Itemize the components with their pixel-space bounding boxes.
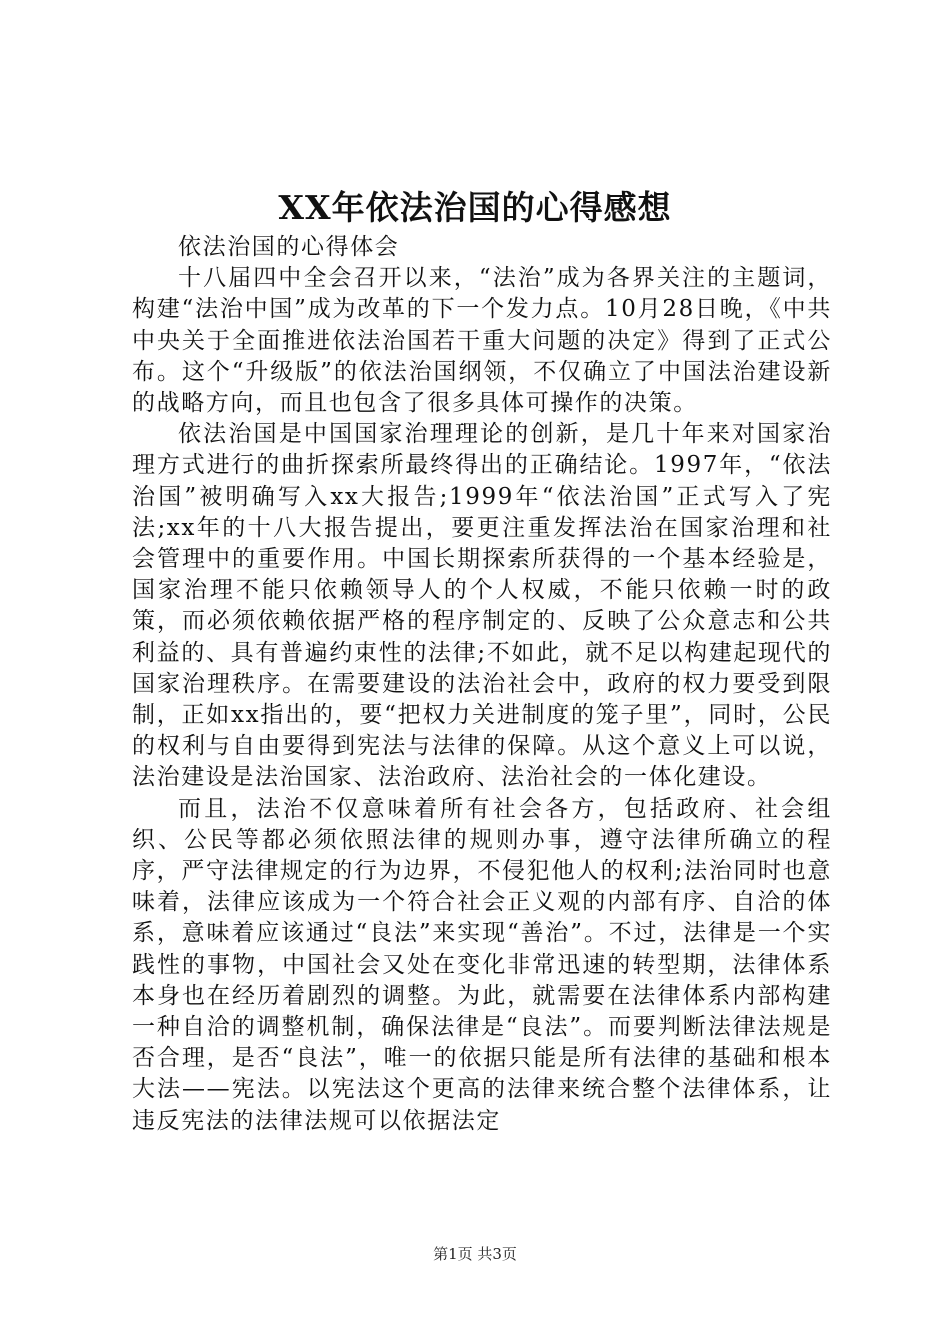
document-title: XX年依法治国的心得感想 — [278, 188, 672, 227]
subtitle-paragraph: 依法治国的心得体会 — [178, 234, 400, 260]
body-paragraph: 而且，法治不仅意味着所有社会各方，包括政府、社会组织、公民等都必须依照法律的规则办事，遵守法律所确立的程序，严守法律规定的行为边界，不侵犯他人的权利;法治同时也意味着，法律应该成为一个符合社会正义观的内部有序、自洽的体系，意味着应该通过“良法”来实现“善治”。不过，法律是一个实践性的事物，中国社会又处在变化非常迅速的转型期，法律体系本身也在经历着剧烈的调整。为此，就需要在法律体系内部构建一种自洽的调整机制，确保法律是“良法”。而要判断法律法规是否合理，是否“良法”，唯一的依据只能是所有法律的基础和根本大法——宪法。以宪法这个更高的法律来统合整个法律体系，让违反宪法的法律法规可以依据法定 — [132, 795, 832, 1134]
document-body — [132, 232, 832, 1137]
body-paragraph: 依法治国是中国国家治理理论的创新，是几十年来对国家治理方式进行的曲折探索所最终得出的正确结论。1997年，“依法治国”被明确写入xx大报告;1999年“依法治国”正式写入了宪法;xx年的十八大报告提出，要更注重发挥法治在国家治理和社会管理中的重要作用。中国长期探索所获得的一个基本经验是，国家治理不能只依赖领导人的个人权威，不能只依赖一时的政策，而必须依赖依据严格的程序制定的、反映了公众意志和公共利益的、具有普遍约束性的法律;不如此，就不足以构建起现代的国家治理秩序。在需要建设的法治社会中，政府的权力要受到限制，正如xx指出的，要“把权力关进制度的笼子里”，同时，公民的权利与自由要得到宪法与法律的保障。从这个意义上可以说，法治建设是法治国家、法治政府、法治社会的一体化建设。 — [132, 421, 832, 791]
page-number-footer: 第1页 共3页 — [433, 1245, 517, 1263]
body-paragraph: 十八届四中全会召开以来，“法治”成为各界关注的主题词，构建“法治中国”成为改革的下一个发力点。10月28日晚，《中共中央关于全面推进依法治国若干重大问题的决定》得到了正式公布。这个“升级版”的依法治国纲领，不仅确立了中国法治建设新的战略方向，而且也包含了很多具体可操作的决策。 — [132, 265, 832, 417]
